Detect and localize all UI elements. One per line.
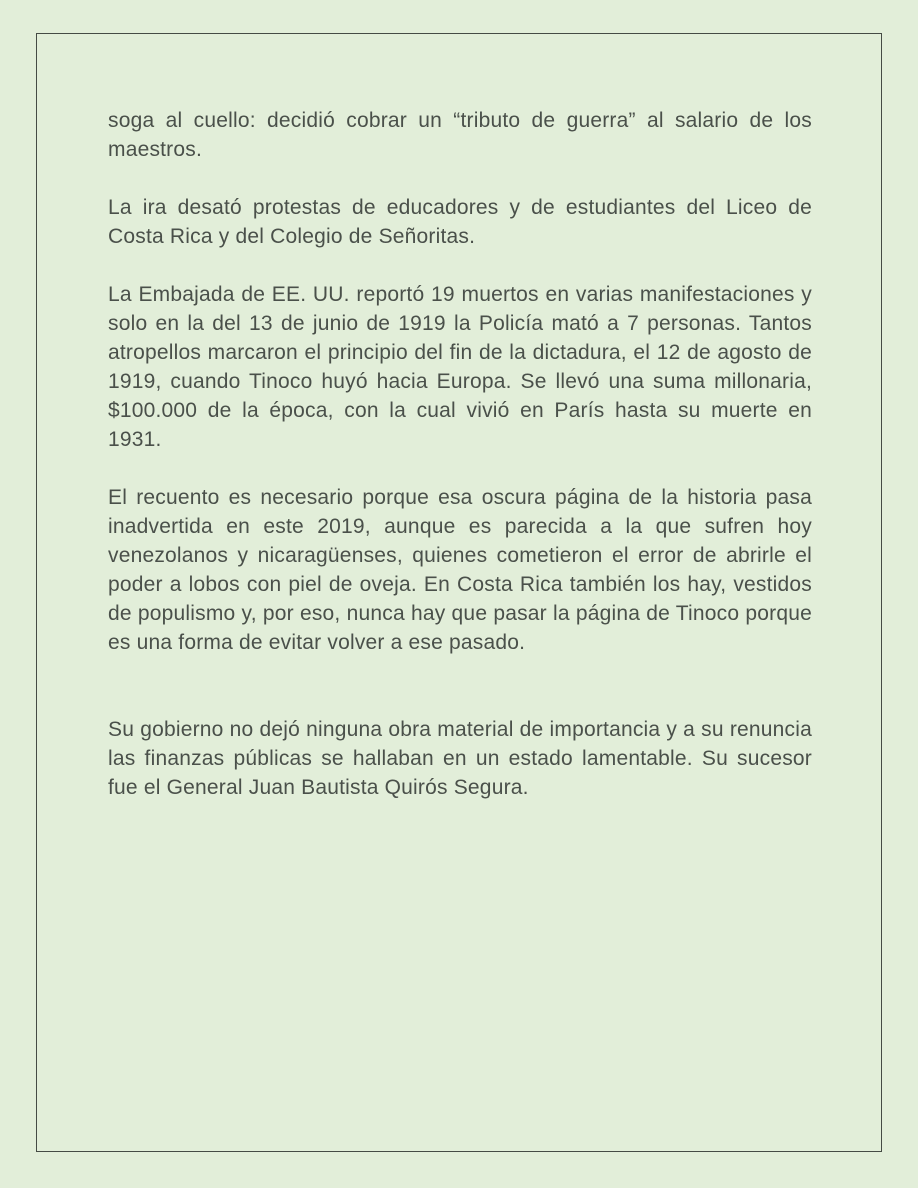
paragraph-5: Su gobierno no dejó ninguna obra material de importancia y a su renuncia las finanzas públicas se hallaban en un estado lamentable. Su sucesor fue el General Juan Bautista Quirós Segura. [108,718,812,799]
paragraph-1: soga al cuello: decidió cobrar un “tributo de guerra” al salario de los maestros. [108,109,812,161]
paragraph-3: La Embajada de EE. UU. reportó 19 muertos en varias manifestaciones y solo en la del 13 de junio de 1919 la Policía mató a 7 personas. Tantos atropellos marcaron el principio del fin de la dictadura, el 12 de agosto de 1919, cuando Tinoco huyó hacia Europa. Se llevó una suma millonaria, $100.000 de la época, con la cual vivió en París hasta su muerte en 1931. [108,283,812,451]
paragraph-4: El recuento es necesario porque esa oscura página de la historia pasa inadvertida en este 2019, aunque es parecida a la que sufren hoy venezolanos y nicaragüenses, quienes cometieron el error de abrirle el poder a lobos con piel de oveja. En Costa Rica también los hay, vestidos de populismo y, por eso, nunca hay que pasar la página de Tinoco porque es una forma de evitar volver a ese pasado. [108,486,812,654]
document-text-block [108,106,812,831]
paragraph-2: La ira desató protestas de educadores y de estudiantes del Liceo de Costa Rica y del Colegio de Señoritas. [108,196,812,248]
document-page [36,33,882,1152]
